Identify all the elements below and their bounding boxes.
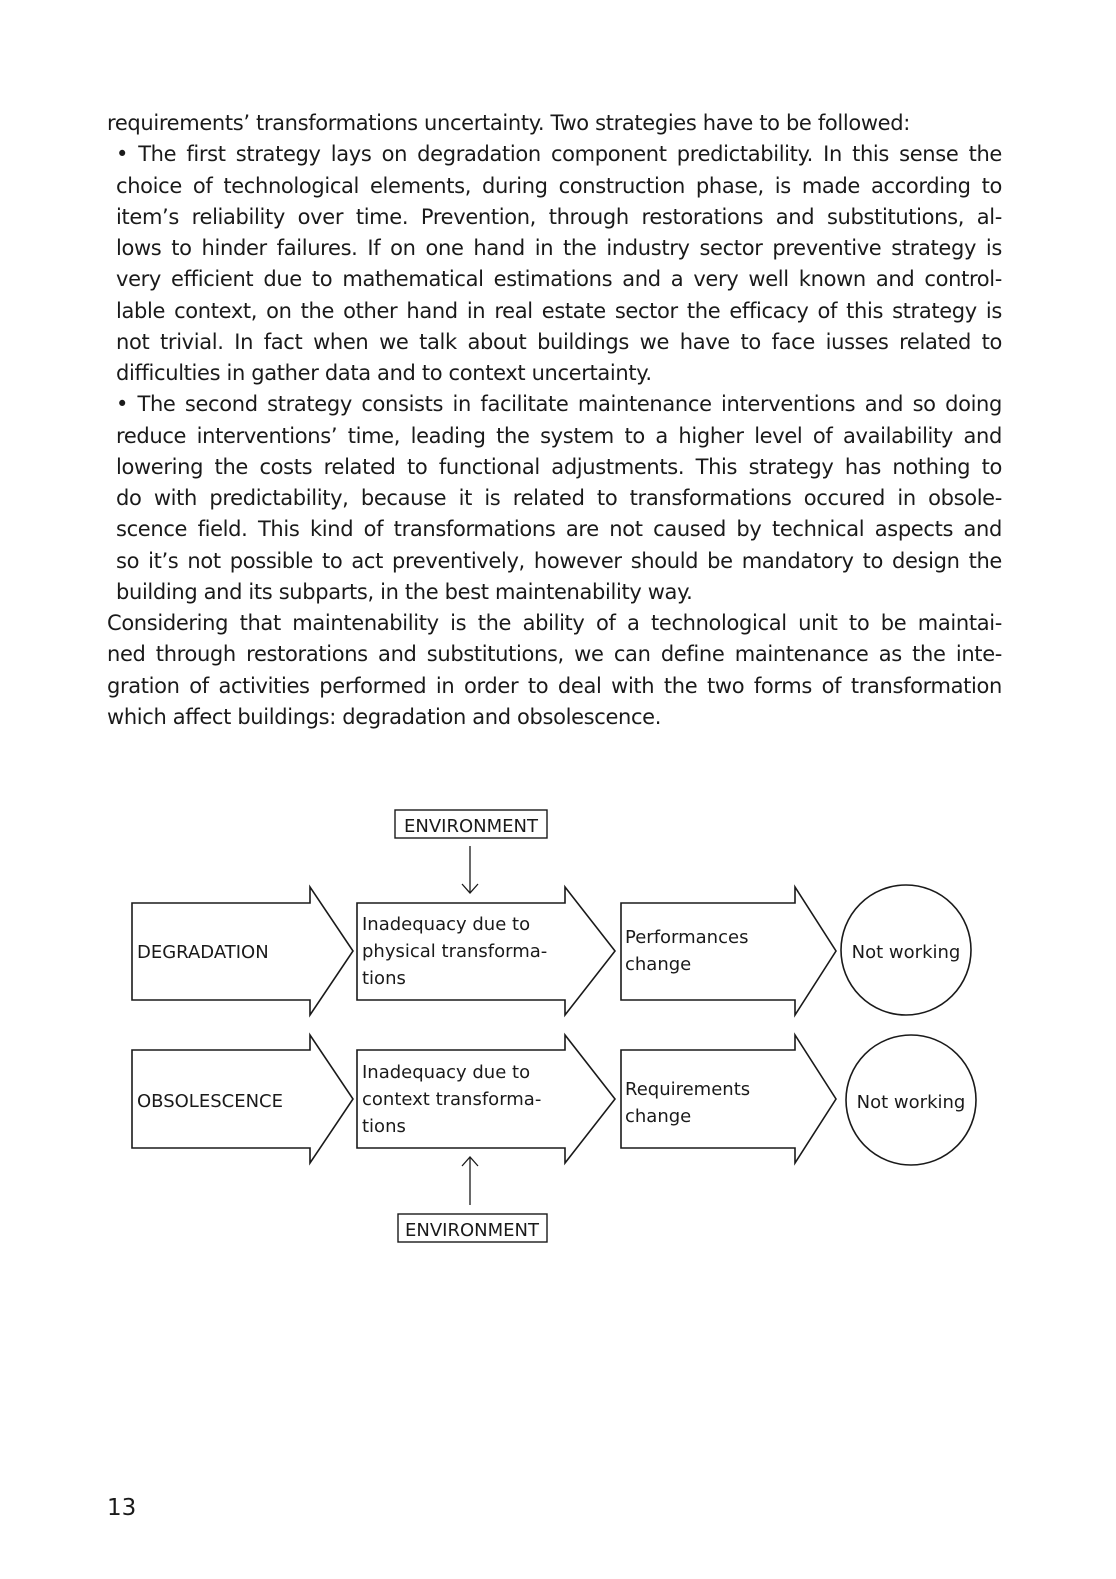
requirements-change-line: change bbox=[625, 1106, 692, 1127]
text-line: lows to hinder failures. If on one hand in the industry sector preventive strategy is bbox=[116, 236, 1002, 261]
text-line: reduce interventions’ time, leading the system to a higher level of availability and bbox=[116, 423, 1002, 448]
inadequacy-physical-line: tions bbox=[362, 968, 406, 989]
inadequacy-physical-line: Inadequacy due to bbox=[362, 914, 531, 935]
text-line: do with predictability, because it is related to transformations occured in obsole- bbox=[116, 486, 1002, 511]
text-line: not trivial. In fact when we talk about buildings we have to face iusses related to bbox=[116, 329, 1002, 354]
text-line: • The second strategy consists in facilitate maintenance interventions and so doing bbox=[116, 392, 1002, 417]
degradation-label: DEGRADATION bbox=[137, 942, 269, 963]
performances-change-line: change bbox=[625, 954, 692, 975]
text-line: very efficient due to mathematical estimations and a very well known and control- bbox=[116, 267, 1002, 292]
text-line: ned through restorations and substitutions, we can define maintenance as the inte- bbox=[107, 642, 1002, 667]
not-working-label-1: Not working bbox=[851, 942, 961, 963]
text-line: so it’s not possible to act preventively, however should be mandatory to design the bbox=[116, 548, 1002, 573]
not-working-label-2: Not working bbox=[856, 1092, 966, 1113]
environment-top-label: ENVIRONMENT bbox=[404, 816, 538, 837]
text-line: requirements’ transformations uncertainty. Two strategies have to be followed: bbox=[107, 111, 910, 135]
text-line: • The first strategy lays on degradation component predictability. In this sense the bbox=[116, 142, 1002, 167]
inadequacy-physical-line: physical transforma- bbox=[362, 941, 548, 962]
inadequacy-context-line: Inadequacy due to bbox=[362, 1062, 531, 1083]
text-line: which affect buildings: degradation and obsolescence. bbox=[107, 704, 662, 729]
text-line: lowering the costs related to functional adjustments. This strategy has nothing to bbox=[116, 454, 1002, 479]
page-number: 13 bbox=[107, 1495, 137, 1521]
text-line: item’s reliability over time. Prevention, through restorations and substitutions, al- bbox=[116, 204, 1002, 229]
text-line: choice of technological elements, during construction phase, is made according to bbox=[116, 173, 1002, 198]
obsolescence-label: OBSOLESCENCE bbox=[137, 1091, 283, 1112]
text-line: Considering that maintenability is the ability of a technological unit to be maintai- bbox=[107, 611, 1002, 636]
text-line: building and its subparts, in the best maintenability way. bbox=[116, 579, 693, 604]
inadequacy-context-line: tions bbox=[362, 1116, 406, 1137]
performances-change-line: Performances bbox=[625, 927, 749, 948]
text-line: lable context, on the other hand in real estate sector the efficacy of this strategy is bbox=[116, 298, 1002, 323]
text-line: difficulties in gather data and to context uncertainty. bbox=[116, 361, 652, 386]
environment-bottom-label: ENVIRONMENT bbox=[405, 1220, 539, 1241]
inadequacy-context-line: context transforma- bbox=[362, 1089, 542, 1110]
arrow-performances bbox=[621, 887, 836, 1015]
text-line: gration of activities performed in order to deal with the two forms of transformation bbox=[107, 673, 1002, 698]
text-line: scence field. This kind of transformations are not caused by technical aspects and bbox=[116, 517, 1002, 542]
requirements-change-line: Requirements bbox=[625, 1079, 751, 1100]
